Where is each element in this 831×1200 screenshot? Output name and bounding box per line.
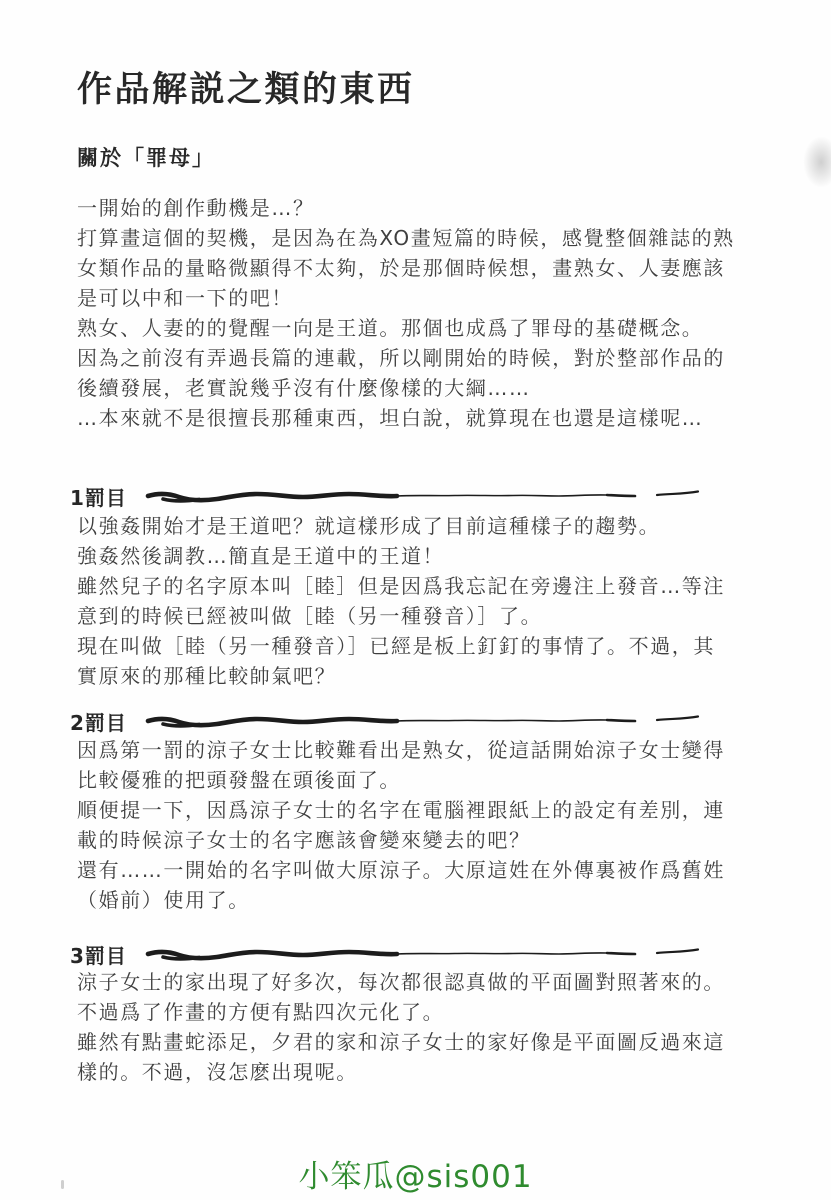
section-heading-label: 2罰目 bbox=[70, 711, 127, 735]
text-line: 涼子女士的家出現了好多次，每次都很認真做的平面圖對照著來的。 bbox=[77, 970, 725, 994]
text-line: 後續發展，老實說幾乎沒有什麼像樣的大綱…… bbox=[77, 376, 531, 400]
hand-drawn-rule-icon bbox=[145, 946, 703, 964]
hand-drawn-rule-icon bbox=[145, 488, 703, 506]
scan-smudge bbox=[803, 136, 831, 188]
section-1-paragraph bbox=[77, 511, 725, 691]
text-line: 一開始的創作動機是…？ bbox=[77, 196, 315, 220]
text-line: 雖然有點畫蛇添足，夕君的家和涼子女士的家好像是平面圖反過來這 bbox=[77, 1030, 725, 1054]
page-title: 作品解説之類的東西 bbox=[77, 70, 415, 110]
text-line: 因為之前沒有弄過長篇的連載，所以剛開始的時候，對於整部作品的 bbox=[77, 346, 725, 370]
watermark: 小笨瓜@sis001 bbox=[298, 1159, 533, 1195]
intro-paragraph bbox=[77, 193, 735, 433]
section-heading-3 bbox=[70, 940, 703, 969]
text-line: 載的時候涼子女士的名字應該會變來變去的吧？ bbox=[77, 828, 531, 852]
text-line: 實原來的那種比較帥氣吧？ bbox=[77, 664, 337, 688]
text-line: 不過爲了作畫的方便有點四次元化了。 bbox=[77, 1000, 445, 1024]
text-line: 還有……一開始的名字叫做大原涼子。大原這姓在外傳裏被作爲舊姓 bbox=[77, 858, 725, 882]
text-line: 強姦然後調教…簡直是王道中的王道！ bbox=[77, 544, 445, 568]
text-line: 比較優雅的把頭發盤在頭後面了。 bbox=[77, 768, 401, 792]
text-line: 現在叫做［睦（另一種發音）］已經是板上釘釘的事情了。不過，其 bbox=[77, 634, 715, 658]
hand-drawn-rule-icon bbox=[145, 713, 703, 731]
text-line: （婚前）使用了。 bbox=[77, 888, 250, 912]
text-line: …本來就不是很擅長那種東西，坦白說，就算現在也還是這樣呢… bbox=[77, 406, 704, 430]
text-line: 樣的。不過，沒怎麽出現呢。 bbox=[77, 1060, 358, 1084]
text-line: 以強姦開始才是王道吧？就這樣形成了目前這種樣子的趨勢。 bbox=[77, 514, 661, 538]
text-line: 雖然兒子的名字原本叫［睦］但是因爲我忘記在旁邊注上發音…等注 bbox=[77, 574, 725, 598]
text-line: 是可以中和一下的吧！ bbox=[77, 286, 293, 310]
scan-edge-mark bbox=[61, 1180, 64, 1189]
text-line: 因爲第一罰的涼子女士比較難看出是熟女，從這話開始涼子女士變得 bbox=[77, 738, 725, 762]
section-heading-label: 3罰目 bbox=[70, 944, 127, 968]
text-line: 打算畫這個的契機，是因為在為XO畫短篇的時候，感覺整個雜誌的熟 bbox=[77, 226, 735, 250]
section-3-paragraph bbox=[77, 967, 725, 1087]
section-heading-2 bbox=[70, 707, 703, 736]
text-line: 意到的時候已經被叫做［睦（另一種發音）］了。 bbox=[77, 604, 543, 628]
page-subtitle: 關於「罪母」 bbox=[77, 146, 215, 170]
section-heading-label: 1罰目 bbox=[70, 486, 127, 510]
text-line: 熟女、人妻的的覺醒一向是王道。那個也成爲了罪母的基礎概念。 bbox=[77, 316, 704, 340]
text-line: 順便提一下，因爲涼子女士的名字在電腦裡跟紙上的設定有差別，連 bbox=[77, 798, 725, 822]
section-heading-1 bbox=[70, 482, 703, 511]
text-line: 女類作品的量略微顯得不太夠，於是那個時候想，畫熟女、人妻應該 bbox=[77, 256, 725, 280]
section-2-paragraph bbox=[77, 735, 725, 915]
